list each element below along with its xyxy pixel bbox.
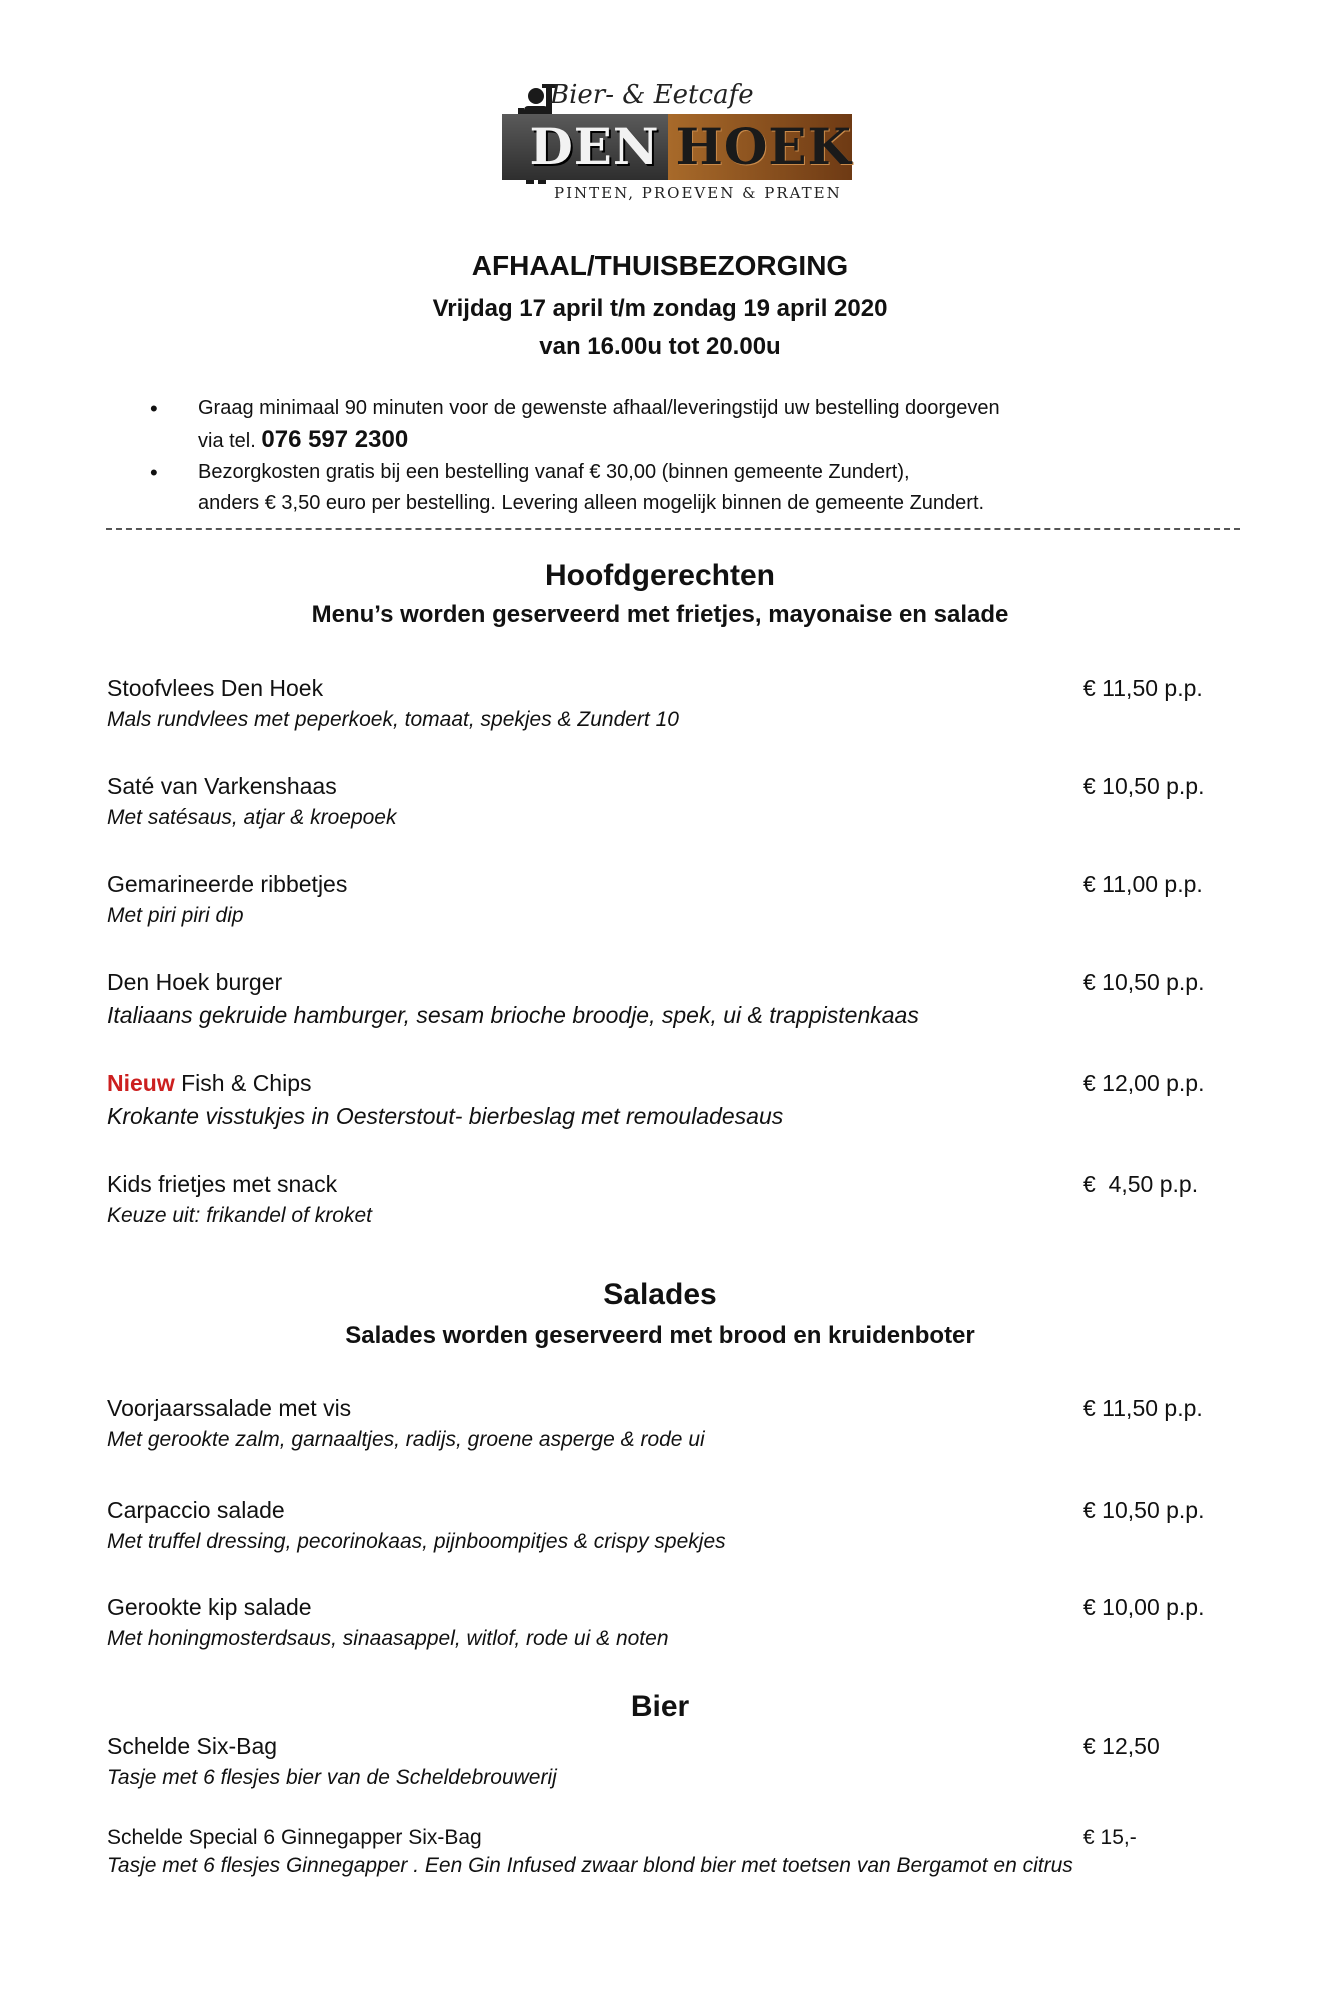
menu-item xyxy=(107,1395,1237,1452)
new-badge: Nieuw xyxy=(107,1070,175,1096)
item-name: Gerookte kip salade xyxy=(107,1594,312,1620)
logo xyxy=(502,76,852,204)
item-price: € 15,- xyxy=(1083,1826,1137,1849)
item-name: Kids frietjes met snack xyxy=(107,1171,338,1197)
menu-item xyxy=(107,1826,1237,1878)
order-note-line2 xyxy=(198,424,1200,457)
item-name: Stoofvlees Den Hoek xyxy=(107,675,324,701)
item-name: Fish & Chips xyxy=(181,1070,312,1096)
item-price: € 11,50 p.p. xyxy=(1083,675,1203,701)
section-title-bier: Bier xyxy=(630,1690,690,1723)
menu-item xyxy=(107,675,1237,732)
date-range: Vrijdag 17 april t/m zondag 19 april 2020 xyxy=(432,295,888,322)
item-description: Met honingmosterdsaus, sinaasappel, witlof, rode ui & noten xyxy=(107,1627,669,1650)
order-notes xyxy=(150,393,1200,519)
item-price: € 11,00 p.p. xyxy=(1083,871,1203,897)
item-description: Tasje met 6 flesjes Ginnegapper . Een Gin Infused zwaar blond bier met toetsen van Bergamot en citrus xyxy=(107,1854,1073,1877)
menu-item xyxy=(107,871,1237,928)
menu-item xyxy=(107,1070,1237,1130)
item-price: € 4,50 p.p. xyxy=(1083,1171,1199,1197)
section-subtitle-hoofdgerechten: Menu’s worden geserveerd met frietjes, mayonaise en salade xyxy=(311,601,1009,628)
delivery-note xyxy=(150,457,1200,519)
logo-script-text: Bier- & Eetcafe xyxy=(550,80,754,110)
delivery-note-line1: • Bezorgkosten gratis bij een bestelling vanaf € 30,00 (binnen gemeente Zundert), xyxy=(198,461,910,483)
logo-right-panel xyxy=(668,114,852,180)
item-description: Met satésaus, atjar & kroepoek xyxy=(107,806,397,829)
phone-number: 076 597 2300 xyxy=(261,426,409,453)
item-description: Tasje met 6 flesjes bier van de Scheldebrouwerij xyxy=(107,1766,557,1789)
item-price: € 12,00 p.p. xyxy=(1083,1070,1205,1096)
item-name: Den Hoek burger xyxy=(107,969,283,995)
item-description: Met truffel dressing, pecorinokaas, pijnboompitjes & crispy spekjes xyxy=(107,1530,726,1553)
section-title-salades: Salades xyxy=(603,1278,717,1311)
item-description: Italiaans gekruide hamburger, sesam brioche broodje, spek, ui & trappistenkaas xyxy=(107,1002,919,1028)
phone-prefix: via tel. xyxy=(198,430,256,452)
section-subtitle-salades: Salades worden geserveerd met brood en kruidenboter xyxy=(345,1322,975,1349)
menu-item xyxy=(107,1733,1237,1790)
menu-item xyxy=(107,1171,1237,1228)
item-price: € 12,50 xyxy=(1083,1733,1160,1759)
item-price: € 11,50 p.p. xyxy=(1083,1395,1203,1421)
item-description: Keuze uit: frikandel of kroket xyxy=(107,1204,372,1227)
item-name: Schelde Six-Bag xyxy=(107,1733,278,1759)
item-description: Met gerookte zalm, garnaaltjes, radijs, groene asperge & rode ui xyxy=(107,1428,705,1451)
item-name: Saté van Varkenshaas xyxy=(107,773,337,799)
menu-item xyxy=(107,773,1237,830)
item-name: Carpaccio salade xyxy=(107,1497,285,1523)
item-name: Schelde Special 6 Ginnegapper Six-Bag xyxy=(107,1826,482,1849)
item-name: Voorjaarssalade met vis xyxy=(107,1395,352,1421)
opening-hours: van 16.00u tot 20.00u xyxy=(539,333,781,360)
item-description: Mals rundvlees met peperkoek, tomaat, spekjes & Zundert 10 xyxy=(107,708,679,731)
page-title: AFHAAL/THUISBEZORGING xyxy=(471,250,849,281)
logo-left-panel xyxy=(502,114,668,180)
logo-band xyxy=(502,114,852,180)
menu-item xyxy=(107,1497,1237,1554)
logo-hoek-text: HOEK xyxy=(675,117,852,176)
item-name: Gemarineerde ribbetjes xyxy=(107,871,348,897)
item-name-row xyxy=(107,1070,1237,1097)
item-price: € 10,50 p.p. xyxy=(1083,773,1205,799)
logo-den-text: DEN xyxy=(529,117,660,176)
order-note-line1: • Graag minimaal 90 minuten voor de gewenste afhaal/leveringstijd uw bestelling doorgeven xyxy=(198,397,1000,419)
dashed-divider xyxy=(106,528,1240,530)
item-price: € 10,00 p.p. xyxy=(1083,1594,1205,1620)
menu-item xyxy=(107,969,1237,1029)
section-title-hoofdgerechten: Hoofdgerechten xyxy=(544,559,775,592)
item-description: Krokante visstukjes in Oesterstout- bierbeslag met remouladesaus xyxy=(107,1103,784,1129)
menu-item xyxy=(107,1594,1237,1651)
item-price: € 10,50 p.p. xyxy=(1083,1497,1205,1523)
order-note xyxy=(150,393,1200,457)
delivery-note-line2: anders € 3,50 euro per bestelling. Levering alleen mogelijk binnen de gemeente Zundert. xyxy=(198,492,985,514)
item-description: Met piri piri dip xyxy=(107,904,244,927)
item-price: € 10,50 p.p. xyxy=(1083,969,1205,995)
logo-tagline: PINTEN, PROEVEN & PRATEN xyxy=(554,184,842,202)
